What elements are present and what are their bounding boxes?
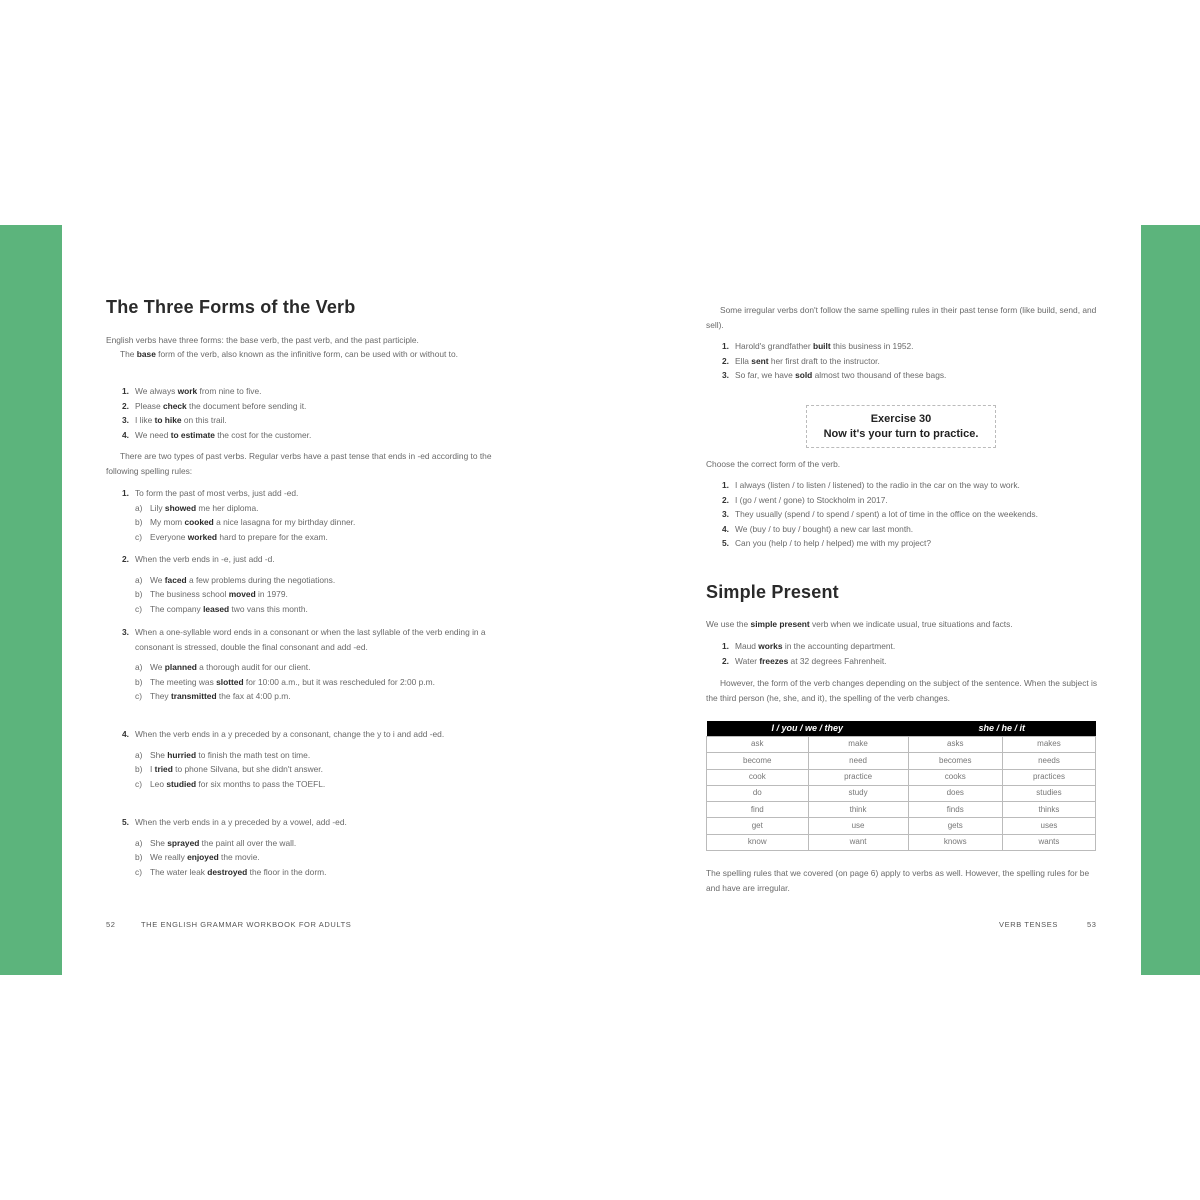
exercise-subtitle: Now it's your turn to practice. — [823, 428, 979, 440]
conjugation-table — [706, 721, 1098, 851]
text-run: We (buy / to buy / bought) a new car last month. — [735, 523, 914, 534]
example-letter: a) — [135, 837, 143, 848]
text-run: Maud — [735, 641, 759, 651]
bold-verb: sold — [795, 370, 813, 381]
table-header: I / you / we / they — [707, 721, 909, 737]
example-item — [106, 660, 494, 675]
bold-verb: worked — [187, 531, 218, 542]
text-run: the fax at 4:00 p.m. — [216, 691, 291, 702]
text-run: the movie. — [218, 852, 260, 863]
list-item — [706, 354, 1098, 369]
example-item — [106, 777, 494, 792]
text-run: this business in 1952. — [830, 341, 914, 351]
rule-number: 5. — [122, 817, 129, 827]
list-item — [706, 368, 1098, 383]
list-item — [106, 428, 494, 443]
bold-verb: sprayed — [167, 837, 200, 848]
list-number: 1. — [722, 480, 729, 490]
example-letter: b) — [135, 852, 143, 863]
example-item — [106, 689, 494, 704]
list-item — [706, 478, 1098, 493]
rule-number: 3. — [122, 627, 129, 637]
example-letter: a) — [135, 502, 143, 513]
text-run: Can you (help / to help / helped) me with my project? — [735, 538, 931, 549]
spelling-rule — [106, 625, 494, 704]
list-item — [706, 639, 1098, 654]
table-cell: asks — [908, 737, 1002, 753]
text-run: We — [150, 574, 165, 585]
text-run: two vans this month. — [229, 603, 308, 614]
table-cell: cooks — [908, 769, 1002, 785]
list-item — [706, 507, 1098, 522]
table-header: she / he / it — [908, 721, 1095, 737]
bold-verb: base — [136, 349, 156, 359]
table-cell: makes — [1002, 737, 1095, 753]
list-number: 2. — [722, 655, 729, 666]
bold-verb: leased — [203, 603, 230, 614]
running-title-right: VERB TENSES — [999, 920, 1058, 929]
table-cell: needs — [1002, 753, 1095, 769]
text-run: She — [150, 749, 168, 760]
text-run: for 10:00 a.m., but it was rescheduled for 2:00 p.m. — [243, 676, 435, 687]
example-letter: a) — [135, 574, 143, 585]
list-number: 2. — [122, 400, 129, 411]
rule-number: 1. — [122, 488, 129, 498]
text-run: to finish the math test on time. — [196, 749, 311, 760]
example-letter: b) — [135, 517, 143, 528]
list-number: 2. — [722, 355, 729, 366]
example-item — [106, 515, 494, 530]
bold-verb: sent — [751, 355, 769, 366]
table-cell: gets — [908, 818, 1002, 834]
text-run: Harold's grandfather — [735, 341, 813, 351]
spelling-rule — [106, 486, 494, 544]
numbered-list — [706, 339, 1098, 383]
table-cell: use — [808, 818, 908, 834]
text-run: in 1979. — [255, 589, 288, 600]
bold-verb: slotted — [216, 676, 244, 687]
example-item — [106, 836, 494, 851]
paragraph — [706, 676, 1098, 705]
numbered-list — [106, 384, 494, 442]
text-run: a thorough audit for our client. — [196, 662, 311, 673]
text-run: The company — [150, 603, 204, 614]
example-letter: c) — [135, 531, 142, 542]
page-number-left: 52 — [106, 920, 116, 929]
bold-verb: simple present — [750, 619, 810, 629]
example-letter: b) — [135, 589, 143, 600]
bold-verb: work — [177, 386, 198, 396]
rule-description: When the verb ends in a y preceded by a consonant, change the y to i and add -ed. — [135, 729, 445, 739]
example-letter: a) — [135, 749, 143, 760]
text-run: The spelling rules that we covered (on page 6) apply to verbs as well. However, the spelling rules for be and have are irregular. — [706, 868, 1090, 893]
table-row — [707, 818, 1096, 834]
text-run: They usually (spend / to spend / spent) a lot of time in the office on the weekends. — [735, 509, 1038, 520]
text-run: I like — [135, 415, 155, 426]
example-item — [106, 748, 494, 763]
paragraph — [706, 617, 1098, 632]
text-run: The water leak — [150, 866, 208, 877]
numbered-list — [706, 478, 1098, 551]
text-run: at 32 degrees Fahrenheit. — [788, 655, 887, 666]
table-cell: think — [808, 802, 908, 818]
section-heading: Simple Present — [706, 582, 839, 602]
list-item — [706, 654, 1098, 669]
text-run: the paint all over the wall. — [199, 837, 297, 848]
example-item — [106, 865, 494, 880]
list-number: 4. — [122, 429, 129, 440]
example-item — [106, 762, 494, 777]
text-run: We always — [135, 386, 178, 396]
table-cell: want — [808, 834, 908, 850]
text-run: the cost for the customer. — [214, 429, 312, 440]
spelling-rule — [106, 727, 494, 791]
example-item — [106, 675, 494, 690]
left-green-band — [0, 225, 62, 975]
text-run: a few problems during the negotiations. — [186, 574, 336, 585]
text-run: Everyone — [150, 531, 188, 542]
table-cell: uses — [1002, 818, 1095, 834]
text-run: for six months to pass the TOEFL. — [196, 778, 326, 789]
example-item — [106, 501, 494, 516]
rule-number: 4. — [122, 729, 129, 739]
section-heading: The Three Forms of the Verb — [106, 297, 356, 317]
paragraph — [706, 457, 1098, 472]
numbered-list — [706, 639, 1098, 668]
table-cell: practice — [808, 769, 908, 785]
text-run: her first draft to the instructor. — [768, 355, 880, 366]
rule-description: When the verb ends in a y preceded by a vowel, add -ed. — [135, 817, 347, 827]
table-cell: finds — [908, 802, 1002, 818]
bold-verb: to estimate — [170, 429, 215, 440]
text-run: We need — [135, 429, 171, 440]
example-item — [106, 602, 494, 617]
table-cell: thinks — [1002, 802, 1095, 818]
page-number-right: 53 — [1087, 920, 1097, 929]
text-run: to phone Silvana, but she didn't answer. — [172, 764, 323, 775]
example-letter: c) — [135, 603, 142, 614]
example-item — [106, 587, 494, 602]
bold-verb: tried — [154, 764, 173, 775]
paragraph — [106, 347, 494, 362]
bold-verb: showed — [164, 502, 197, 513]
spelling-rule — [106, 815, 494, 879]
right-green-band — [1141, 225, 1200, 975]
bold-verb: works — [758, 641, 783, 651]
running-title-left: THE ENGLISH GRAMMAR WORKBOOK FOR ADULTS — [141, 920, 352, 929]
table-cell: wants — [1002, 834, 1095, 850]
text-run: Ella — [735, 355, 752, 366]
rule-number: 2. — [122, 554, 129, 564]
paragraph — [706, 866, 1098, 895]
text-run: I always (listen / to listen / listened) to the radio in the car on the way to work. — [735, 480, 1020, 490]
bold-verb: studied — [166, 778, 197, 789]
text-run: Lily — [150, 502, 165, 513]
bold-verb: check — [162, 400, 187, 411]
example-letter: a) — [135, 662, 143, 673]
table-cell: studies — [1002, 785, 1095, 801]
table-cell: become — [707, 753, 809, 769]
table-cell: find — [707, 802, 809, 818]
table-header-row — [707, 721, 1096, 737]
paragraph — [106, 333, 494, 348]
text-run: English verbs have three forms: the base verb, the past verb, and the past participle. — [106, 335, 419, 345]
rule-description: To form the past of most verbs, just add -ed. — [135, 488, 299, 498]
example-item — [106, 573, 494, 588]
text-run: the floor in the dorm. — [247, 866, 327, 877]
text-run: However, the form of the verb changes depending on the subject of the sentence. When the subject is the third person (he, she, and it), the spelling of the verb changes. — [706, 678, 1098, 703]
table-cell: make — [808, 737, 908, 753]
table-cell: cook — [707, 769, 809, 785]
example-list — [106, 660, 494, 704]
table-cell: need — [808, 753, 908, 769]
example-letter: c) — [135, 778, 142, 789]
table-cell: do — [707, 785, 809, 801]
list-item — [706, 339, 1098, 354]
list-number: 3. — [722, 370, 729, 381]
text-run: She — [150, 837, 168, 848]
text-run: So far, we have — [735, 370, 796, 381]
bold-verb: faced — [164, 574, 187, 585]
list-number: 1. — [722, 641, 729, 651]
table-cell: does — [908, 785, 1002, 801]
text-run: almost two thousand of these bags. — [812, 370, 947, 381]
text-run: There are two types of past verbs. Regular verbs have a past tense that ends in -ed according to the following spelling rules: — [106, 451, 492, 476]
spelling-rule — [106, 552, 494, 616]
verb-table — [706, 721, 1096, 851]
table-row — [707, 753, 1096, 769]
table-row — [707, 834, 1096, 850]
text-run: on this trail. — [181, 415, 227, 426]
text-run: verb when we indicate usual, true situations and facts. — [809, 619, 1013, 629]
example-letter: b) — [135, 676, 143, 687]
rule-text — [106, 486, 494, 501]
example-letter: c) — [135, 866, 142, 877]
example-item — [106, 850, 494, 865]
bold-verb: moved — [228, 589, 256, 600]
paragraph — [106, 449, 494, 478]
rule-text — [106, 727, 494, 742]
list-number: 3. — [122, 415, 129, 426]
table-cell: study — [808, 785, 908, 801]
text-run: Please — [135, 400, 163, 411]
text-run: The business school — [150, 589, 229, 600]
list-item — [106, 413, 494, 428]
bold-verb: freezes — [759, 655, 789, 666]
example-list — [106, 748, 494, 792]
table-cell: knows — [908, 834, 1002, 850]
list-item — [706, 522, 1098, 537]
text-run: We — [150, 662, 165, 673]
bold-verb: cooked — [184, 517, 214, 528]
text-run: Water — [735, 655, 760, 666]
table-cell: practices — [1002, 769, 1095, 785]
table-cell: know — [707, 834, 809, 850]
text-run: from nine to five. — [197, 386, 262, 396]
example-letter: c) — [135, 691, 142, 702]
table-row — [707, 769, 1096, 785]
exercise-title: Exercise 30 — [870, 413, 932, 425]
bold-verb: built — [812, 341, 831, 351]
exercise-box — [806, 405, 996, 448]
text-run: hard to prepare for the exam. — [217, 531, 328, 542]
rule-text — [106, 552, 494, 567]
list-item — [706, 493, 1098, 508]
example-list — [106, 573, 494, 617]
text-run: Leo — [150, 778, 167, 789]
list-item — [106, 399, 494, 414]
rule-text — [106, 815, 494, 830]
list-number: 3. — [722, 509, 729, 520]
table-row — [707, 802, 1096, 818]
example-list — [106, 836, 494, 880]
table-row — [707, 737, 1096, 753]
text-run: We really — [150, 852, 188, 863]
text-run: The — [120, 349, 137, 359]
text-run: a nice lasagna for my birthday dinner. — [213, 517, 356, 528]
bold-verb: destroyed — [207, 866, 248, 877]
bold-verb: enjoyed — [187, 852, 219, 863]
text-run: the document before sending it. — [186, 400, 307, 411]
example-letter: b) — [135, 764, 143, 775]
list-number: 2. — [722, 494, 729, 505]
rule-description: When a one-syllable word ends in a consonant or when the last syllable of the verb ending in a consonant is stressed, double the final consonant and add -ed. — [135, 627, 486, 652]
text-run: Some irregular verbs don't follow the same spelling rules in their past tense form (like build, send, and sell). — [706, 305, 1097, 330]
example-list — [106, 501, 494, 545]
list-number: 1. — [722, 341, 729, 351]
text-run: I (go / went / gone) to Stockholm in 2017. — [735, 494, 888, 505]
text-run: me her diploma. — [196, 502, 259, 513]
text-run: We use the — [706, 619, 751, 629]
example-item — [106, 530, 494, 545]
bold-verb: transmitted — [170, 691, 217, 702]
text-run: in the accounting department. — [782, 641, 896, 651]
table-row — [707, 785, 1096, 801]
text-run: form of the verb, also known as the infinitive form, can be used with or without to. — [155, 349, 458, 359]
text-run: I — [150, 764, 155, 775]
paragraph — [706, 303, 1098, 332]
table-cell: ask — [707, 737, 809, 753]
bold-verb: hurried — [167, 749, 197, 760]
bold-verb: planned — [164, 662, 197, 673]
table-cell: becomes — [908, 753, 1002, 769]
table-cell: get — [707, 818, 809, 834]
rule-description: When the verb ends in -e, just add -d. — [135, 554, 275, 564]
text-run: My mom — [150, 517, 185, 528]
list-item — [706, 536, 1098, 551]
text-run: Choose the correct form of the verb. — [706, 459, 841, 469]
list-number: 1. — [122, 386, 129, 396]
list-number: 5. — [722, 538, 729, 549]
list-number: 4. — [722, 523, 729, 534]
text-run: They — [150, 691, 171, 702]
text-run: The meeting was — [150, 676, 217, 687]
list-item — [106, 384, 494, 399]
rule-text — [106, 625, 494, 654]
bold-verb: to hike — [154, 415, 182, 426]
